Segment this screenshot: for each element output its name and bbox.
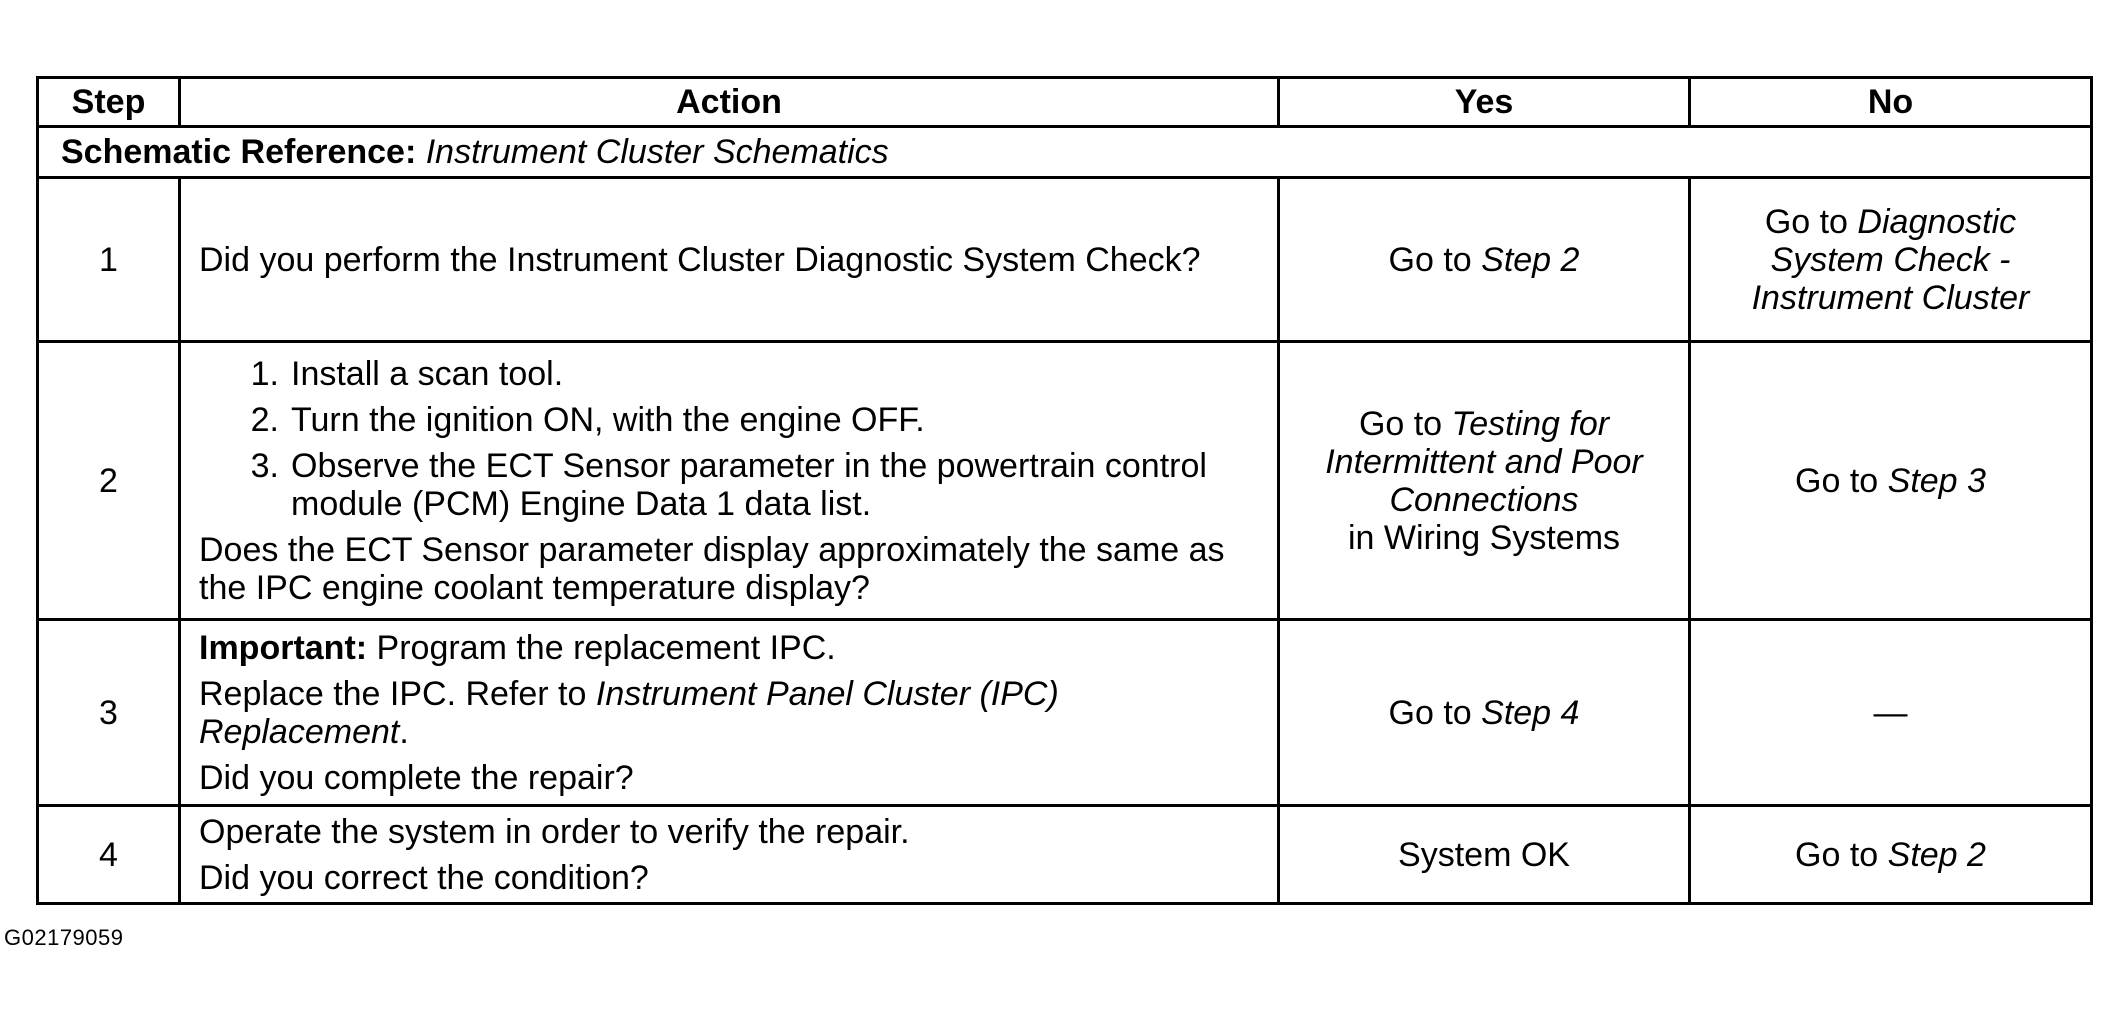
yes-link[interactable]: Step 2 <box>1481 240 1580 279</box>
yes-prefix: Go to <box>1388 240 1482 279</box>
table-row <box>38 178 2092 342</box>
action-cell <box>180 178 1279 342</box>
table-row <box>38 342 2092 620</box>
item-number: 3. <box>250 446 279 485</box>
action-cell <box>180 806 1279 904</box>
action-question: Does the ECT Sensor parameter display approximately the same as the IPC engine coolant temperature display? <box>199 530 1225 607</box>
important-label: Important: <box>199 628 368 667</box>
action-cell <box>180 620 1279 806</box>
no-cell <box>1690 806 2092 904</box>
replace-prefix: Replace the IPC. Refer to <box>199 674 596 713</box>
schematic-label: Schematic Reference: <box>61 133 417 171</box>
yes-cell: System OK <box>1279 806 1690 904</box>
important-text: Program the replacement IPC. <box>367 628 836 667</box>
item-text: Turn the ignition ON, with the engine OFF. <box>291 400 925 439</box>
action-question: Did you complete the repair? <box>199 758 634 797</box>
list-item <box>199 355 1259 393</box>
item-number: 1. <box>250 354 279 393</box>
yes-cell <box>1279 342 1690 620</box>
no-link[interactable]: Step 2 <box>1887 835 1986 874</box>
step-number: 4 <box>38 806 180 904</box>
item-text: Install a scan tool. <box>291 354 564 393</box>
item-text: Observe the ECT Sensor parameter in the powertrain control module (PCM) Engine Data 1 data list. <box>291 446 1207 523</box>
schematic-reference-row <box>38 127 2092 178</box>
no-link[interactable]: Diagnostic System Check - Instrument Cluster <box>1751 202 2030 317</box>
yes-link[interactable]: Testing for Intermittent and Poor Connections <box>1325 404 1643 519</box>
list-item <box>199 447 1259 523</box>
important-note <box>199 629 1259 667</box>
item-number: 2. <box>250 400 279 439</box>
header-action: Action <box>180 78 1279 127</box>
action-instruction: Operate the system in order to verify the repair. <box>199 812 910 851</box>
schematic-link[interactable]: Instrument Cluster Schematics <box>425 133 889 171</box>
no-cell <box>1690 342 2092 620</box>
yes-prefix: Go to <box>1388 693 1482 732</box>
step-number: 3 <box>38 620 180 806</box>
diagnostic-table <box>36 76 2093 905</box>
action-question: Did you correct the condition? <box>199 858 649 897</box>
replace-suffix: . <box>399 712 409 751</box>
header-row <box>38 78 2092 127</box>
header-step: Step <box>38 78 180 127</box>
no-link[interactable]: Step 3 <box>1887 461 1986 500</box>
no-prefix: Go to <box>1764 202 1858 241</box>
yes-prefix: Go to <box>1358 404 1452 443</box>
no-cell: — <box>1690 620 2092 806</box>
replacement-link[interactable]: Instrument Panel Cluster (IPC) Replacement <box>199 674 1059 751</box>
yes-cell <box>1279 178 1690 342</box>
no-prefix: Go to <box>1795 835 1888 874</box>
figure-code: G02179059 <box>4 925 124 950</box>
no-prefix: Go to <box>1795 461 1888 500</box>
list-item <box>199 401 1259 439</box>
replace-instruction <box>199 675 1259 751</box>
action-question: Did you perform the Instrument Cluster Diagnostic System Check? <box>199 240 1201 279</box>
table-row <box>38 806 2092 904</box>
step-number: 2 <box>38 342 180 620</box>
yes-link[interactable]: Step 4 <box>1481 693 1580 732</box>
header-yes: Yes <box>1279 78 1690 127</box>
instruction-list <box>199 355 1259 523</box>
action-cell <box>180 342 1279 620</box>
yes-cell <box>1279 620 1690 806</box>
yes-suffix: in Wiring Systems <box>1347 518 1621 557</box>
header-no: No <box>1690 78 2092 127</box>
step-number: 1 <box>38 178 180 342</box>
table-row <box>38 620 2092 806</box>
schematic-reference <box>38 127 2092 178</box>
no-cell <box>1690 178 2092 342</box>
